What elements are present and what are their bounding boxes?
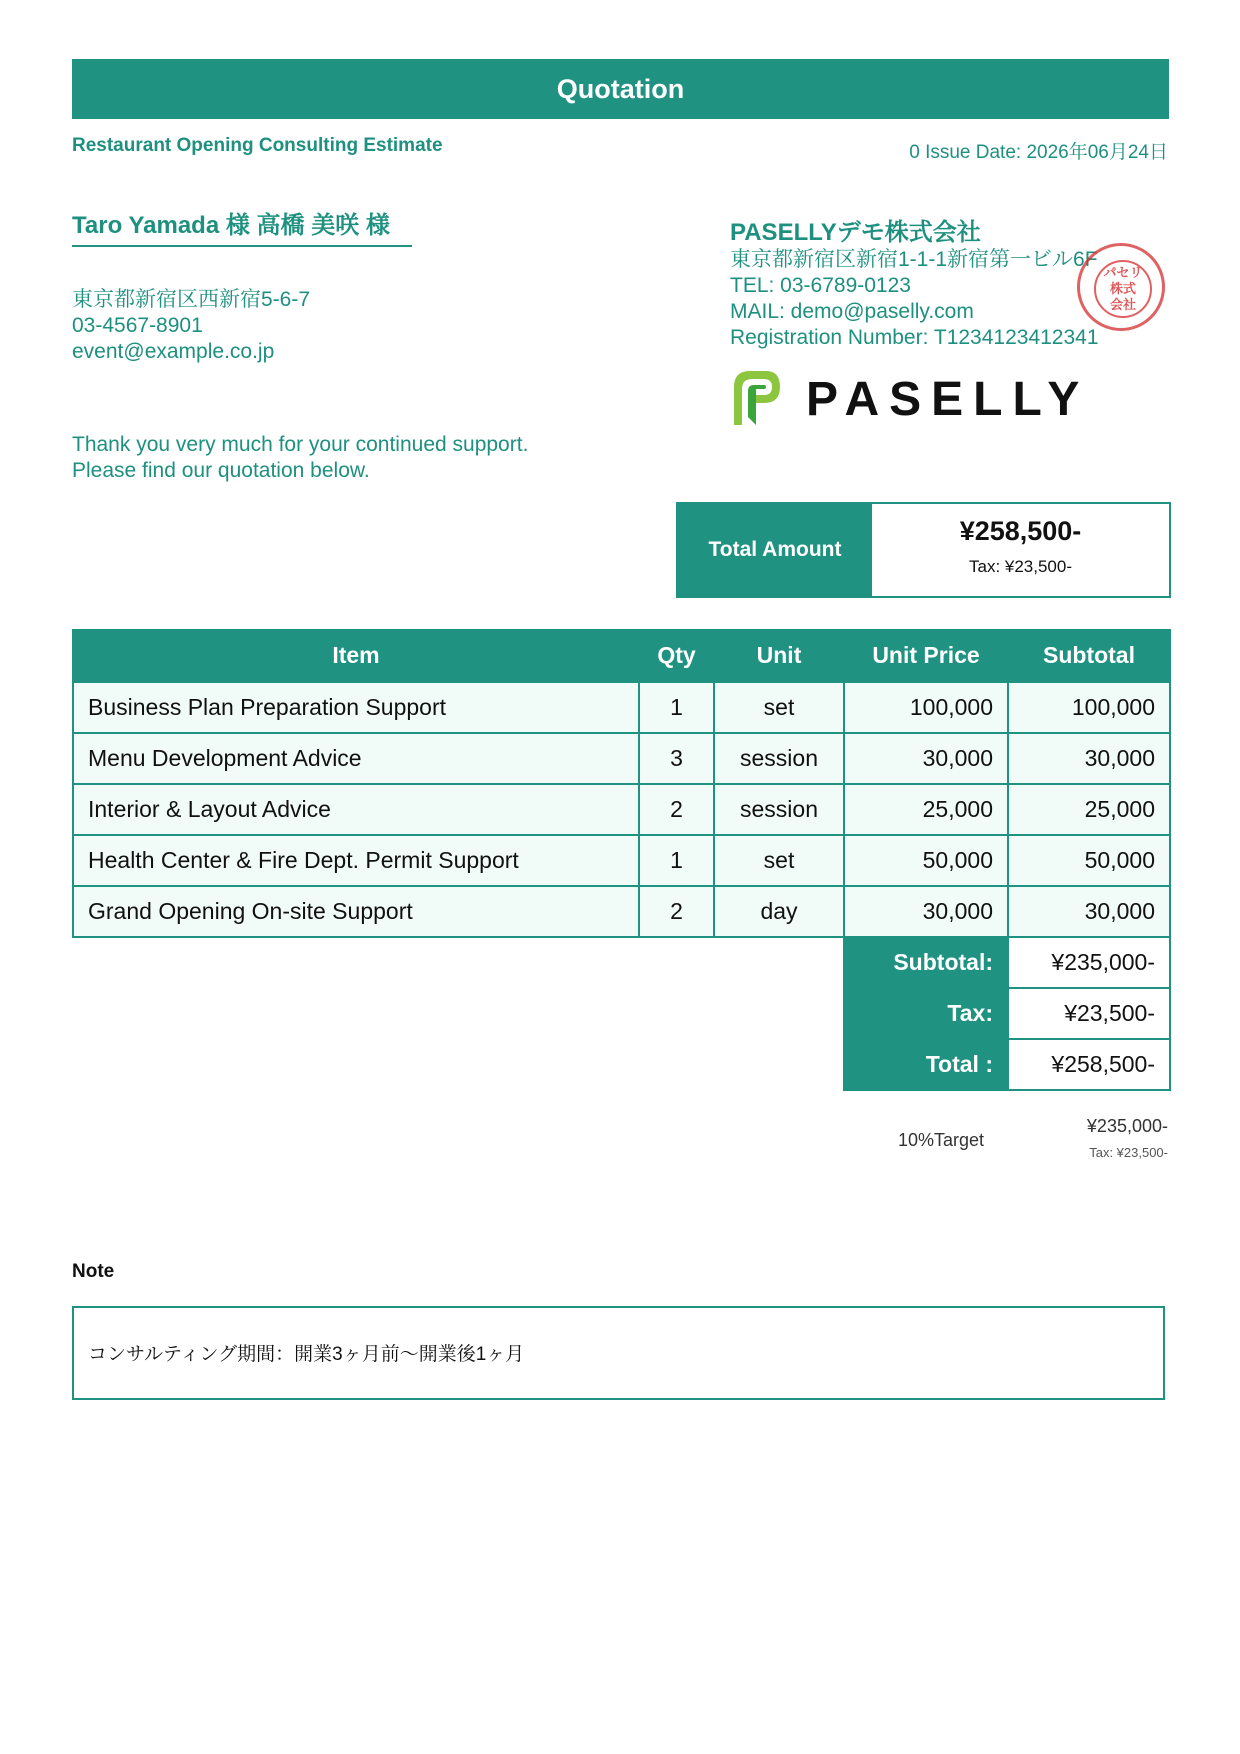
client-phone: 03-4567-8901 (72, 314, 203, 337)
row-unit-price: 30,000 (844, 733, 1008, 784)
company-registration: Registration Number: T1234123412341 (730, 326, 1099, 349)
row-unit-price: 50,000 (844, 835, 1008, 886)
total-amount-value-cell (872, 504, 1169, 596)
row-qty: 2 (639, 886, 714, 937)
company-seal-stamp (1077, 243, 1165, 331)
row-unit: day (714, 886, 844, 937)
note-box (72, 1306, 1165, 1400)
seal-text: パセリ 株式 会社 (1094, 260, 1152, 318)
summary-subtotal-row (73, 937, 1170, 988)
row-subtotal: 30,000 (1008, 733, 1170, 784)
header-qty: Qty (639, 629, 714, 682)
row-unit: set (714, 682, 844, 733)
summary-tax-row (73, 988, 1170, 1039)
tax-target-label: 10%Target (898, 1130, 985, 1150)
total-amount-value: ¥258,500- (959, 516, 1082, 546)
paselly-logo-mark (730, 367, 1090, 427)
row-unit-price: 30,000 (844, 886, 1008, 937)
summary-total-row (73, 1039, 1170, 1090)
summary-total-value: ¥258,500- (1008, 1039, 1170, 1090)
note-label: Note (72, 1261, 115, 1282)
row-item: Business Plan Preparation Support (73, 682, 639, 733)
line-items-table (72, 629, 1171, 1091)
summary-subtotal-value: ¥235,000- (1008, 937, 1170, 988)
summary-subtotal-label: Subtotal: (844, 937, 1008, 988)
total-amount-box (676, 502, 1171, 598)
table-row (73, 886, 1170, 937)
client-info (72, 287, 310, 365)
summary-total-label: Total : (844, 1039, 1008, 1090)
company-name: PASELLYデモ株式会社 (730, 219, 981, 246)
row-unit: session (714, 784, 844, 835)
document-subtitle: Restaurant Opening Consulting Estimate (72, 135, 443, 156)
row-item: Menu Development Advice (73, 733, 639, 784)
row-subtotal: 100,000 (1008, 682, 1170, 733)
table-row (73, 835, 1170, 886)
tax-target-amount: ¥235,000- (1086, 1116, 1168, 1136)
table-row (73, 682, 1170, 733)
row-qty: 1 (639, 682, 714, 733)
total-amount-tax: Tax: ¥23,500- (968, 557, 1072, 576)
row-qty: 2 (639, 784, 714, 835)
summary-tax-label: Tax: (844, 988, 1008, 1039)
table-row (73, 733, 1170, 784)
company-address: 東京都新宿区新宿1-1-1新宿第一ビル6F (730, 248, 1098, 271)
row-qty: 3 (639, 733, 714, 784)
issue-date: 0 Issue Date: 2026年06月24日 (909, 142, 1168, 163)
client-name: Taro Yamada 様 高橋 美咲 様 (72, 212, 412, 247)
header-unit-price: Unit Price (844, 629, 1008, 682)
header-unit: Unit (714, 629, 844, 682)
row-unit-price: 100,000 (844, 682, 1008, 733)
summary-tax-value: ¥23,500- (1008, 988, 1170, 1039)
greeting-line-1: Thank you very much for your continued support. (72, 433, 529, 456)
row-subtotal: 30,000 (1008, 886, 1170, 937)
row-subtotal: 50,000 (1008, 835, 1170, 886)
row-subtotal: 25,000 (1008, 784, 1170, 835)
client-email: event@example.co.jp (72, 340, 275, 363)
client-address: 東京都新宿区西新宿5-6-7 (72, 288, 311, 311)
company-mail: MAIL: demo@paselly.com (730, 300, 974, 323)
row-unit-price: 25,000 (844, 784, 1008, 835)
row-unit: set (714, 835, 844, 886)
svg-text:PASELLY: PASELLY (806, 373, 1090, 426)
row-unit: session (714, 733, 844, 784)
company-tel: TEL: 03-6789-0123 (730, 274, 911, 297)
note-text: コンサルティング期間：開業3ヶ月前〜開業後1ヶ月 (88, 1344, 525, 1365)
header-subtotal: Subtotal (1008, 629, 1170, 682)
header-item: Item (73, 629, 639, 682)
greeting-line-2: Please find our quotation below. (72, 459, 370, 482)
table-header-row (73, 629, 1170, 682)
greeting (72, 432, 528, 484)
tax-target-tax: Tax: ¥23,500- (1089, 1145, 1168, 1160)
row-item: Interior & Layout Advice (73, 784, 639, 835)
company-logo (730, 367, 1090, 427)
table-row (73, 784, 1170, 835)
total-amount-label: Total Amount (678, 504, 872, 596)
row-item: Grand Opening On-site Support (73, 886, 639, 937)
row-qty: 1 (639, 835, 714, 886)
company-info (730, 247, 1099, 351)
document-title: Quotation (72, 59, 1169, 119)
row-item: Health Center & Fire Dept. Permit Support (73, 835, 639, 886)
